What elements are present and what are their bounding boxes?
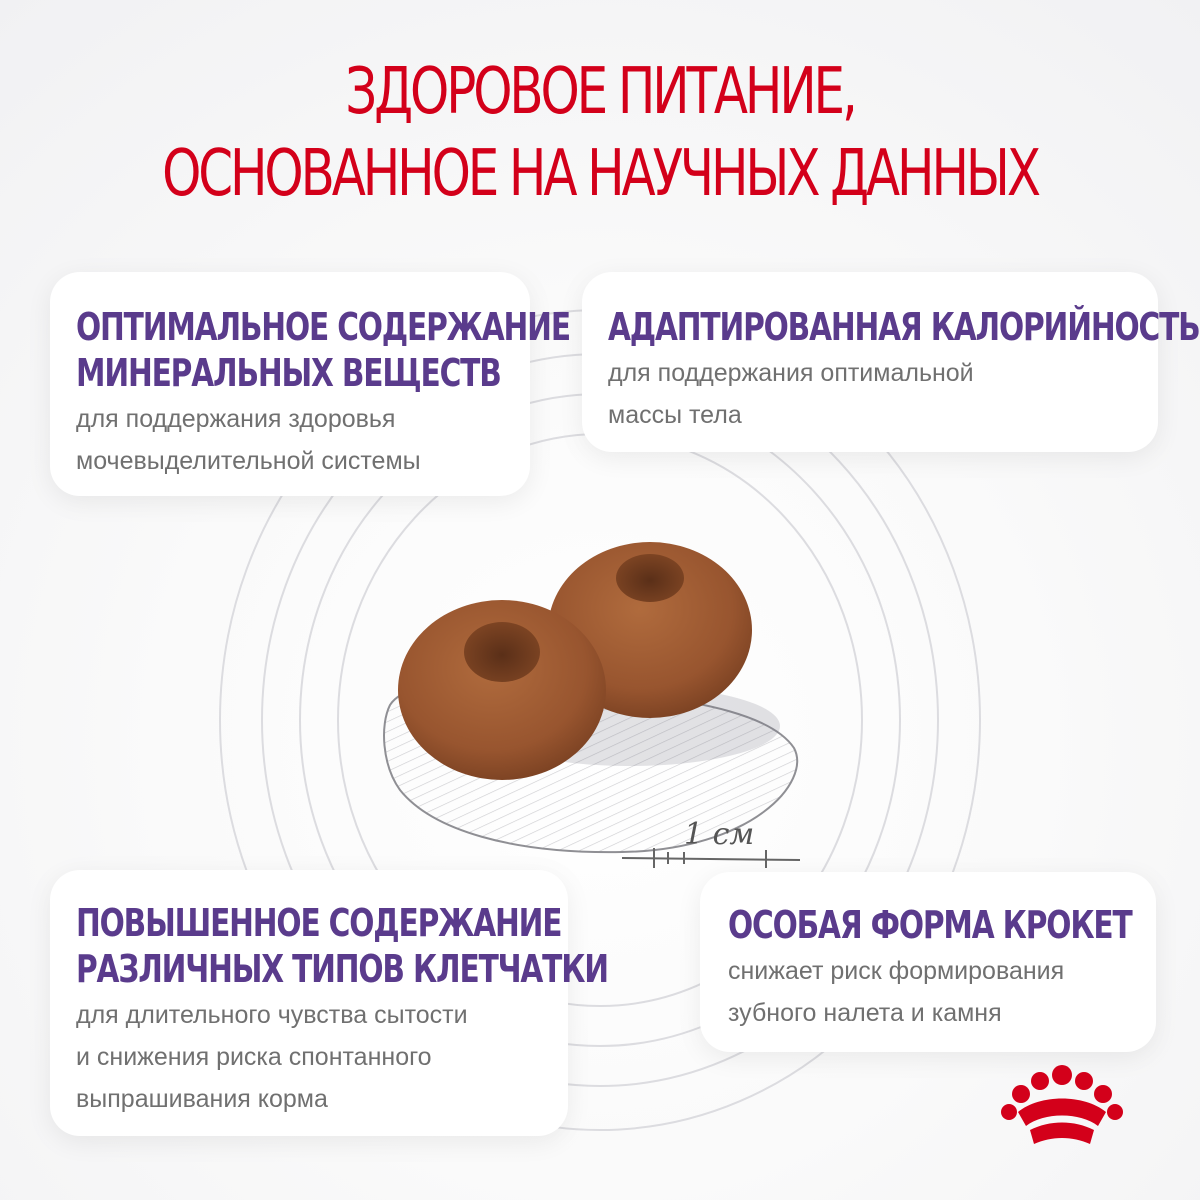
card-desc-line: мочевыделительной системы — [76, 447, 421, 475]
benefit-card-minerals — [50, 272, 570, 496]
card-desc-line: для поддержания оптимальной — [608, 359, 974, 387]
card-title-line: РАЗЛИЧНЫХ ТИПОВ КЛЕТЧАТКИ — [76, 947, 608, 991]
card-title-line: ОПТИМАЛЬНОЕ СОДЕРЖАНИЕ — [76, 305, 570, 349]
card-title — [76, 900, 608, 992]
kibble-front — [398, 600, 606, 780]
card-title — [608, 304, 1200, 350]
card-desc-line: зубного налета и камня — [728, 999, 1002, 1027]
card-desc-line: для поддержания здоровья — [76, 405, 396, 433]
headline-line-2: ОСНОВАННОЕ НА НАУЧНЫХ ДАННЫХ — [162, 136, 1038, 211]
card-title-line: ОСОБАЯ ФОРМА КРОКЕТ — [728, 903, 1132, 947]
benefit-card-fiber — [50, 870, 608, 1136]
card-description — [76, 398, 530, 482]
card-desc-line: для длительного чувства сытости — [76, 1001, 468, 1029]
card-description — [608, 352, 1158, 436]
card-desc-line: и снижения риска спонтанного — [76, 1043, 432, 1071]
card-desc-line: выпрашивания корма — [76, 1085, 328, 1113]
card-title — [76, 304, 570, 396]
card-desc-line: снижает риск формирования — [728, 957, 1065, 985]
kibble-illustration — [372, 520, 832, 880]
card-description — [76, 994, 568, 1120]
scale-label: 1 см — [684, 817, 755, 852]
headline-line-1: ЗДОРОВОЕ ПИТАНИЕ, — [345, 55, 855, 129]
card-title-line: ПОВЫШЕННОЕ СОДЕРЖАНИЕ — [76, 901, 562, 945]
crown-icon — [1000, 1064, 1124, 1148]
benefit-card-calories — [582, 272, 1200, 452]
card-desc-line: массы тела — [608, 401, 742, 429]
card-title-line: АДАПТИРОВАННАЯ КАЛОРИЙНОСТЬ — [608, 305, 1200, 349]
card-description — [728, 950, 1156, 1034]
card-title — [728, 902, 1132, 948]
benefit-card-kibble-shape — [700, 872, 1156, 1052]
card-title-line: МИНЕРАЛЬНЫХ ВЕЩЕСТВ — [76, 351, 501, 395]
page-headline — [132, 52, 1068, 216]
